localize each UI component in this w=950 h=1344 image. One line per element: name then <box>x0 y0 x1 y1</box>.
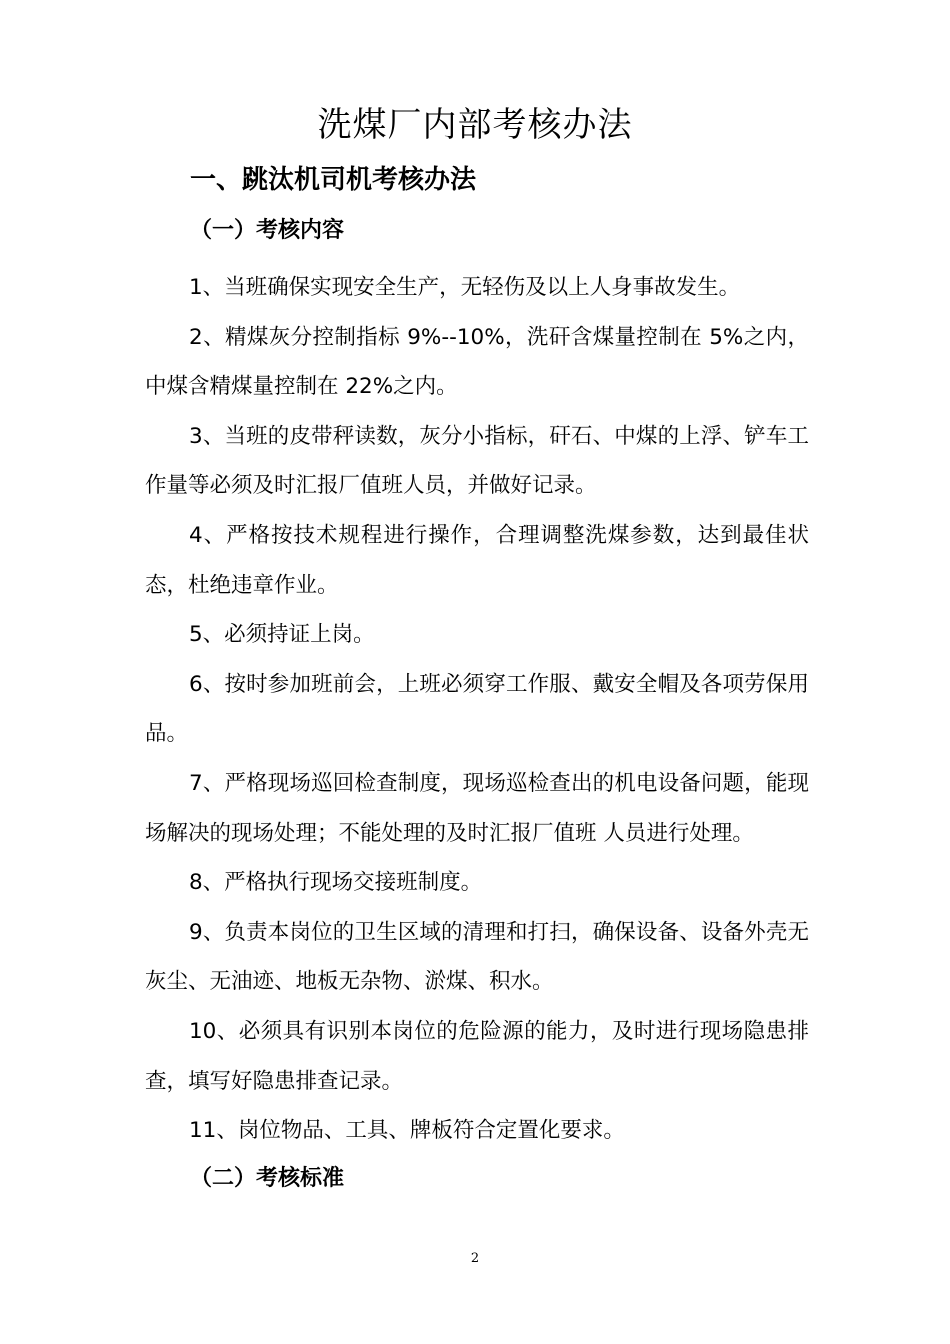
paragraph-8: 8、严格执行现场交接班制度。 <box>189 870 483 896</box>
paragraph-3: 3、当班的皮带秤读数，灰分小指标，矸石、中煤的上浮、铲车工作量等必须及时汇报厂值班人员，并做好记录。 <box>145 423 809 499</box>
body-text <box>145 263 809 1156</box>
paragraph-7: 7、严格现场巡回检查制度，现场巡检查出的机电设备问题，能现场解决的现场处理；不能处理的及时汇报厂值班 人员进行处理。 <box>145 770 809 846</box>
paragraph-5: 5、必须持证上岗。 <box>189 622 375 648</box>
paragraph-11: 11、岗位物品、工具、牌板符合定置化要求。 <box>189 1118 625 1144</box>
paragraph-4: 4、严格按技术规程进行操作，合理调整洗煤参数，达到最佳状态，杜绝违章作业。 <box>145 522 809 598</box>
paragraph-1: 1、当班确保实现安全生产，无轻伤及以上人身事故发生。 <box>189 275 741 300</box>
paragraph-6: 6、按时参加班前会，上班必须穿工作服、戴安全帽及各项劳保用品。 <box>145 671 809 747</box>
paragraph-2: 2、精煤灰分控制指标 9%--10%，洗矸含煤量控制在 5%之内，中煤含精煤量控制在 22%之内。 <box>145 324 809 400</box>
paragraph-9: 9、负责本岗位的卫生区域的清理和打扫，确保设备、设备外壳无灰尘、无油迹、地板无杂物、淤煤、积水。 <box>145 919 809 995</box>
subheading-content: （一）考核内容 <box>190 218 345 243</box>
subheading-standards: （二）考核标准 <box>190 1166 345 1191</box>
document-title: 洗煤厂内部考核办法 <box>317 105 633 145</box>
page-number: 2 <box>470 1251 480 1266</box>
paragraph-10: 10、必须具有识别本岗位的危险源的能力，及时进行现场隐患排查，填写好隐患排查记录。 <box>145 1018 809 1094</box>
section-heading: 一、跳汰机司机考核办法 <box>190 165 477 195</box>
